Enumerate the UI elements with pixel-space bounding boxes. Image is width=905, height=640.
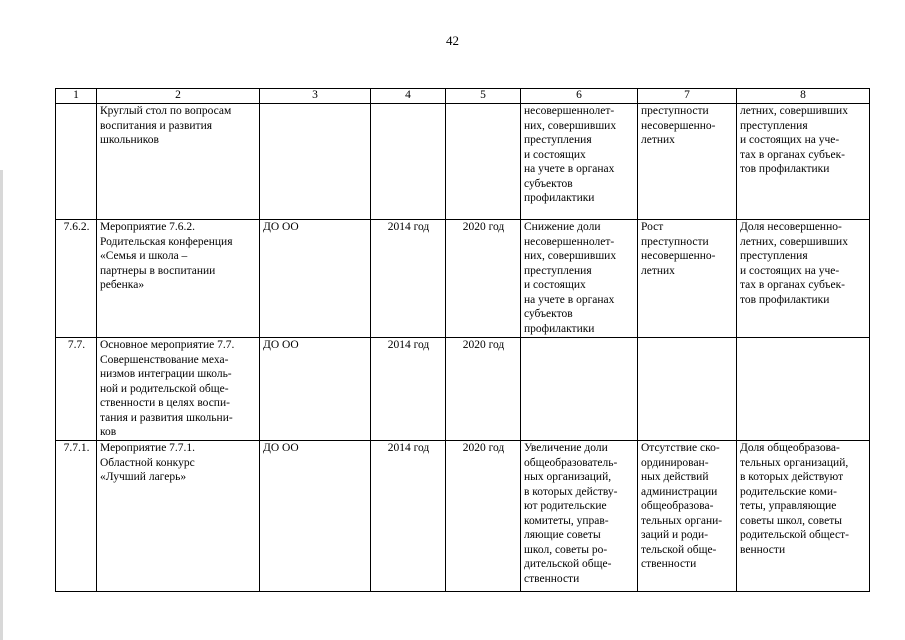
cell-start-year: 2014 год (371, 441, 446, 592)
cell-executor (260, 104, 371, 220)
cell-number: 7.7. (56, 338, 97, 441)
cell-end-year: 2020 год (446, 441, 521, 592)
cell-activity-name: Мероприятие 7.6.2. Родительская конференция «Семья и школа – партнеры в воспитании ребенка» (97, 220, 260, 338)
cell-expected-result: Снижение доли несовершеннолет- них, совершивших преступления и состоящих на учете в органах субъектов профилактики (521, 220, 638, 338)
table-row (56, 441, 870, 592)
cell-expected-result: Увеличение доли общеобразователь- ных организаций, в которых действу- ют родительские комитеты, управ- ляющие советы школ, советы ро- дительской обще- ственности (521, 441, 638, 592)
cell-consequence: Рост преступности несовершенно- летних (638, 220, 737, 338)
cell-start-year: 2014 год (371, 338, 446, 441)
cell-consequence (638, 338, 737, 441)
page-number: 42 (446, 33, 459, 48)
cell-start-year (371, 104, 446, 220)
column-header-2: 2 (97, 89, 260, 104)
column-header-6: 6 (521, 89, 638, 104)
cell-executor: ДО ОО (260, 338, 371, 441)
cell-activity-name: Круглый стол по вопросам воспитания и развития школьников (97, 104, 260, 220)
cell-end-year: 2020 год (446, 220, 521, 338)
cell-number (56, 104, 97, 220)
cell-executor: ДО ОО (260, 220, 371, 338)
cell-indicator: Доля несовершенно- летних, совершивших преступления и состоящих на уче- тах в органах субъек- тов профилактики (737, 220, 870, 338)
cell-end-year: 2020 год (446, 338, 521, 441)
column-header-3: 3 (260, 89, 371, 104)
program-activities-table (55, 88, 870, 592)
column-header-4: 4 (371, 89, 446, 104)
column-header-1: 1 (56, 89, 97, 104)
cell-indicator: летних, совершивших преступления и состоящих на уче- тах в органах субъек- тов профилактики (737, 104, 870, 220)
table-row (56, 104, 870, 220)
cell-end-year (446, 104, 521, 220)
table-row (56, 220, 870, 338)
cell-start-year: 2014 год (371, 220, 446, 338)
header-row (56, 89, 870, 104)
column-header-7: 7 (638, 89, 737, 104)
scan-edge-shadow (0, 170, 3, 640)
cell-indicator (737, 338, 870, 441)
column-header-5: 5 (446, 89, 521, 104)
cell-consequence: преступности несовершенно- летних (638, 104, 737, 220)
cell-expected-result: несовершеннолет- них, совершивших преступления и состоящих на учете в органах субъектов профилактики (521, 104, 638, 220)
cell-expected-result (521, 338, 638, 441)
cell-activity-name: Мероприятие 7.7.1. Областной конкурс «Лучший лагерь» (97, 441, 260, 592)
cell-executor: ДО ОО (260, 441, 371, 592)
cell-activity-name: Основное мероприятие 7.7. Совершенствование меха- низмов интеграции школь- ной и родительской обще- ственности в целях воспи- тания и развития школьни- ков (97, 338, 260, 441)
column-header-8: 8 (737, 89, 870, 104)
table-row (56, 338, 870, 441)
cell-consequence: Отсутствие ско- ординирован- ных действий администрации общеобразова- тельных органи- заций и роди- тельской обще- ственности (638, 441, 737, 592)
cell-number: 7.6.2. (56, 220, 97, 338)
cell-indicator: Доля общеобразова- тельных организаций, в которых действуют родительские коми- теты, управляющие советы школ, советы родительской общест- венности (737, 441, 870, 592)
cell-number: 7.7.1. (56, 441, 97, 592)
